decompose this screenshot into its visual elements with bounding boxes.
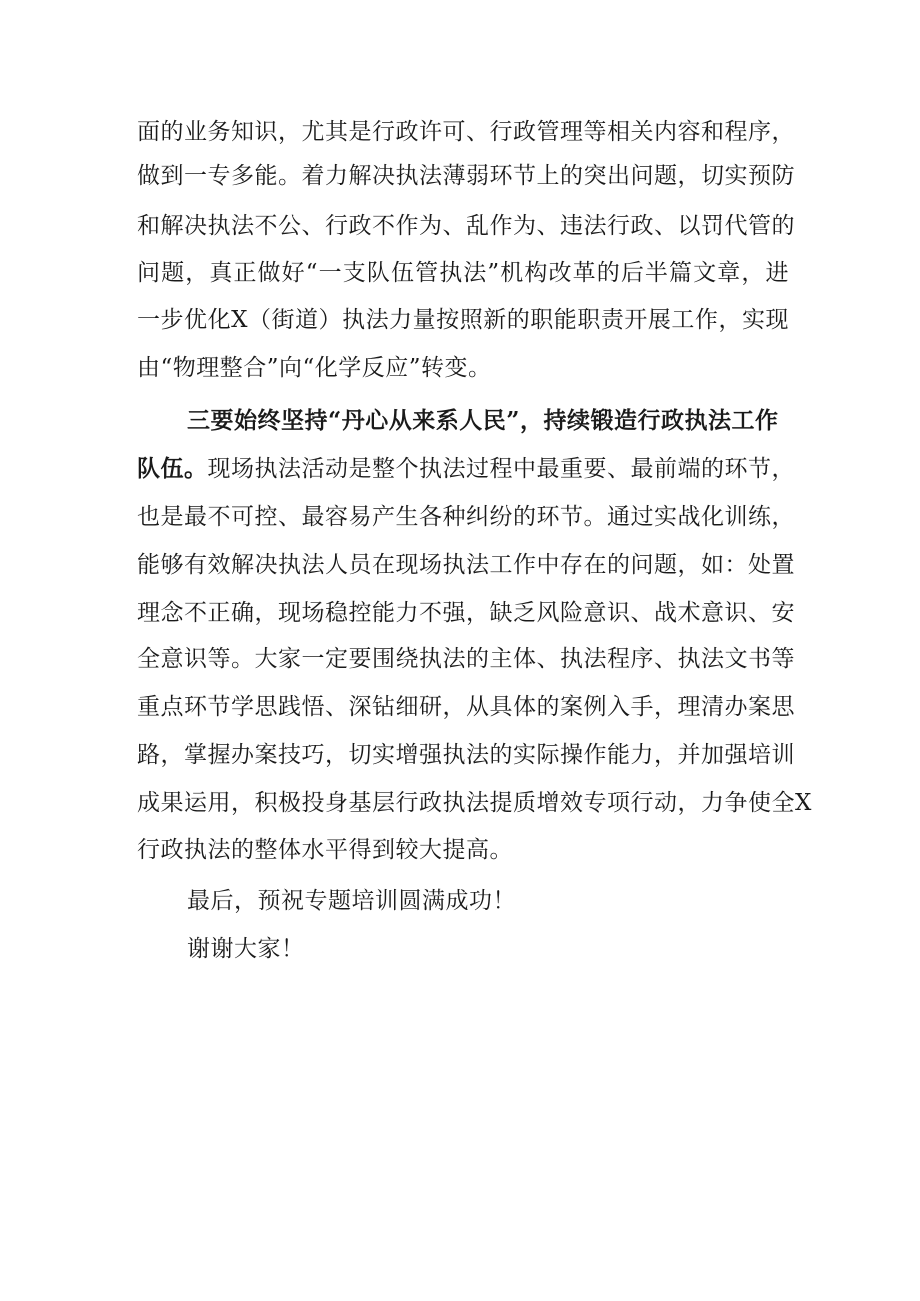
paragraph2-line-6: 全意识等。大家一定要围绕执法的主体、执法程序、执法文书等 xyxy=(137,646,795,672)
paragraph1-line-1: 面的业务知识，尤其是行政许可、行政管理等相关内容和程序， xyxy=(137,119,795,145)
paragraph2-line-3: 也是最不可控、最容易产生各种纠纷的环节。通过实战化训练， xyxy=(137,504,795,530)
paragraph1-line-4: 问题，真正做好“一支队伍管执法”机构改革的后半篇文章，进 xyxy=(137,260,789,286)
paragraph1-line-2: 做到一专多能。着力解决执法薄弱环节上的突出问题，切实预防 xyxy=(137,163,795,189)
paragraph2-line-2-text: 现场执法活动是整个执法过程中最重要、最前端的环节， xyxy=(207,456,795,482)
paragraph2-line-10: 行政执法的整体水平得到较大提高。 xyxy=(137,837,513,863)
paragraph2-line-7: 重点环节学思践悟、深钻细研，从具体的案例入手，理清办案思 xyxy=(137,694,795,720)
paragraph2-heading-end: 队伍。 xyxy=(137,455,208,482)
closing-thanks: 谢谢大家！ xyxy=(187,936,305,962)
closing-wish: 最后，预祝专题培训圆满成功！ xyxy=(187,888,516,914)
paragraph2-line-5: 理念不正确，现场稳控能力不强，缺乏风险意识、战术意识、安 xyxy=(137,600,795,626)
paragraph2-line-9: 成果运用，积极投身基层行政执法提质增效专项行动，力争使全X xyxy=(137,790,812,816)
paragraph2-heading-line: 三要始终坚持“丹心从来系人民”，持续锻造行政执法工作 xyxy=(187,407,779,434)
paragraph1-line-5: 一步优化X（街道）执法力量按照新的职能职责开展工作，实现 xyxy=(137,307,789,333)
paragraph2-line-2 xyxy=(137,446,795,492)
paragraph2-line-8: 路，掌握办案技巧，切实增强执法的实际操作能力，并加强培训 xyxy=(137,742,795,768)
paragraph1-line-3: 和解决执法不公、行政不作为、乱作为、违法行政、以罚代管的 xyxy=(137,213,795,239)
paragraph2-line-4: 能够有效解决执法人员在现场执法工作中存在的问题，如：处置 xyxy=(137,552,795,578)
paragraph1-line-6: 由“物理整合”向“化学反应”转变。 xyxy=(137,355,492,381)
